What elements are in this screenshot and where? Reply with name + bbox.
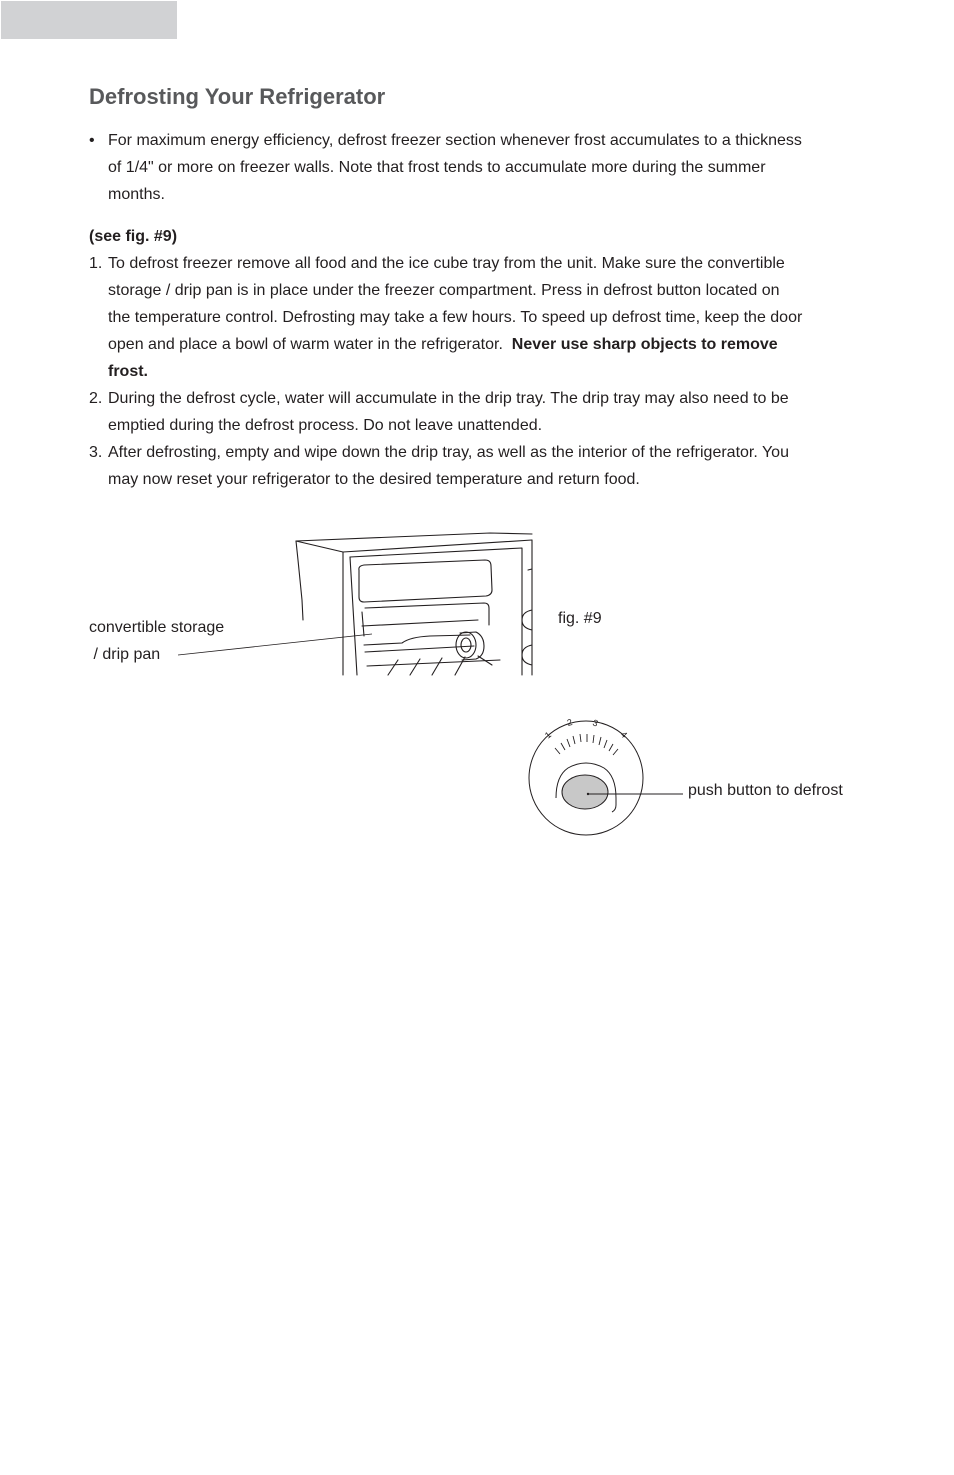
step-line: emptied during the defrost process. Do not leave unattended. xyxy=(108,417,543,434)
step-line: After defrosting, empty and wipe down the drip tray, as well as the interior of the refrigerator. You xyxy=(108,444,789,461)
step-number: 1. xyxy=(89,255,103,272)
step-number: 3. xyxy=(89,444,103,461)
bullet-marker: • xyxy=(89,132,95,149)
defrost-button-icon xyxy=(562,775,608,809)
warning-text: Never use sharp objects to remove xyxy=(511,336,778,353)
callout-storage-label: convertible storage xyxy=(89,619,225,636)
dial-number: 3 xyxy=(591,717,600,729)
dial-number: 2 xyxy=(565,716,574,728)
see-fig-reference: (see fig. #9) xyxy=(89,228,178,245)
step-line: During the defrost cycle, water will accumulate in the drip tray. The drip tray may also need to be xyxy=(108,390,789,407)
step-line: storage / drip pan is in place under the freezer compartment. Press in defrost button located on xyxy=(108,282,780,299)
temperature-dial xyxy=(529,717,643,835)
step-line: may now reset your refrigerator to the desired temperature and return food. xyxy=(108,471,640,488)
dial-number: 4 xyxy=(618,729,630,740)
bullet-line: of 1/4" or more on freezer walls. Note that frost tends to accumulate more during the summer xyxy=(108,159,766,176)
page-title: Defrosting Your Refrigerator xyxy=(89,84,386,109)
step-line: the temperature control. Defrosting may take a few hours. To speed up defrost time, keep the door xyxy=(108,309,803,326)
bullet-line: For maximum energy efficiency, defrost freezer section whenever frost accumulates to a thickness xyxy=(108,132,802,149)
callout-drip-pan-label: / drip pan xyxy=(89,646,161,663)
figure-caption: fig. #9 xyxy=(558,610,602,627)
warning-text: frost. xyxy=(108,363,148,380)
step-line: To defrost freezer remove all food and the ice cube tray from the unit. Make sure the convertible xyxy=(108,255,785,272)
dial-number: 1 xyxy=(542,729,554,741)
callout-button-label: push button to defrost xyxy=(688,782,843,799)
bullet-line: months. xyxy=(108,186,165,203)
step-number: 2. xyxy=(89,390,103,407)
step-text: open and place a bowl of warm water in the refrigerator. xyxy=(108,336,512,353)
